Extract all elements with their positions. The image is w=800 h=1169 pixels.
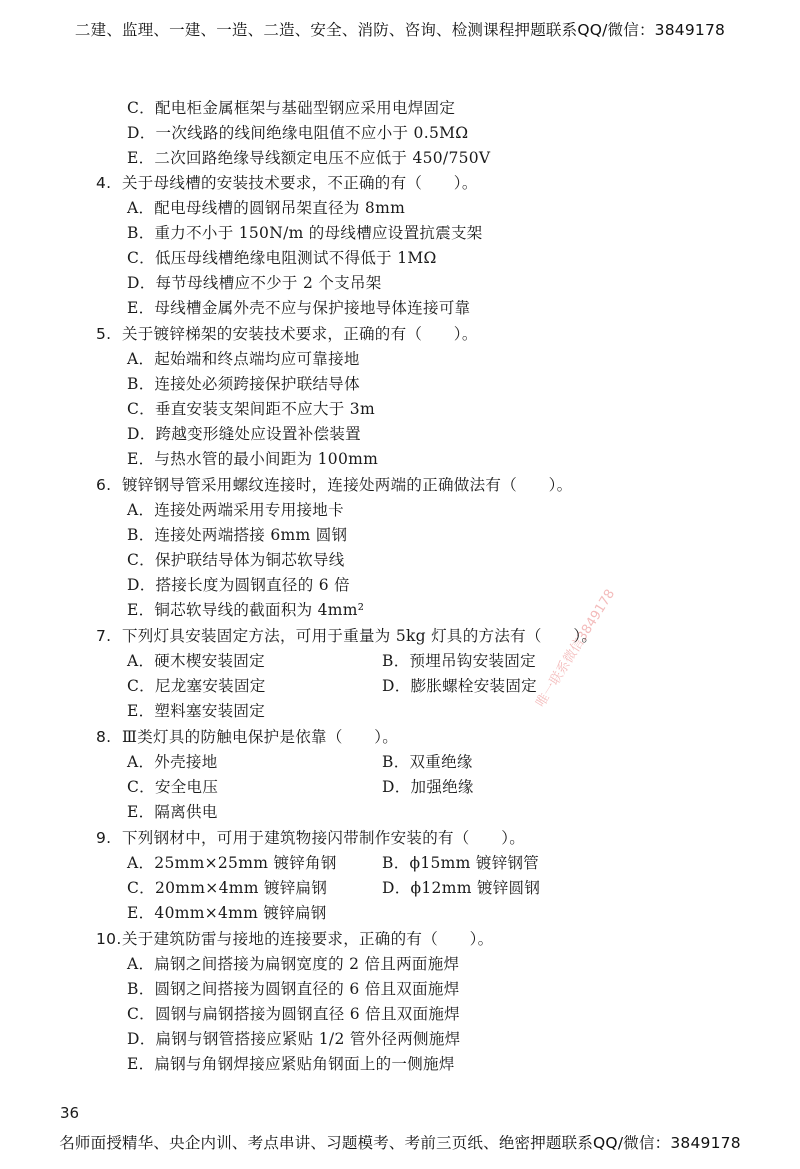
q4-option-b: B．重力不小于 150N/m 的母线槽应设置抗震支架: [127, 224, 483, 242]
q5-option-a: A．起始端和终点端均应可靠接地: [127, 350, 360, 368]
question-6-stem: [0, 473, 800, 498]
q6-option-e: E．铜芯软导线的截面积为 4mm²: [127, 601, 365, 619]
q9-option-d: D．ϕ12mm 镀锌圆钢: [382, 879, 541, 897]
q4-option-e: E．母线槽金属外壳不应与保护接地导体连接可靠: [127, 299, 471, 317]
q5-option-e: E．与热水管的最小间距为 100mm: [127, 450, 379, 468]
question-4-stem: [0, 171, 800, 196]
q10-option-c: C．圆钢与扁钢搭接为圆钢直径 6 倍且双面施焊: [127, 1005, 460, 1023]
q7-option-e: E．塑料塞安装固定: [127, 702, 266, 720]
question-text: 镀锌钢导管采用螺纹连接时，连接处两端的正确做法有（ ）。: [122, 476, 573, 494]
question-number: 10.: [96, 930, 122, 948]
q7-option-d: D．膨胀螺栓安装固定: [382, 677, 537, 695]
question-7-stem: [0, 624, 800, 649]
question-number: 6.: [96, 476, 112, 494]
q4-option-d: D．每节母线槽应不少于 2 个支吊架: [127, 274, 382, 292]
q3-option-c: C．配电柜金属框架与基础型钢应采用电焊固定: [127, 99, 456, 117]
q5-option-b: B．连接处必须跨接保护联结导体: [127, 375, 360, 393]
question-10-stem: [0, 927, 800, 952]
question-number: 5.: [96, 325, 112, 343]
question-text: 下列灯具安装固定方法，可用于重量为 5kg 灯具的方法有（ ）。: [122, 627, 598, 645]
footer-banner: 名师面授精华、央企内训、考点串讲、习题模考、考前三页纸、绝密押题联系QQ/微信：3849178: [59, 1134, 741, 1152]
q7-option-a: A．硬木楔安装固定: [127, 652, 265, 670]
q9-option-e: E．40mm×4mm 镀锌扁钢: [127, 904, 327, 922]
question-text: 关于建筑防雷与接地的连接要求，正确的有（ ）。: [122, 930, 494, 948]
q10-option-b: B．圆钢之间搭接为圆钢直径的 6 倍且双面施焊: [127, 980, 460, 998]
q8-option-d: D．加强绝缘: [382, 778, 474, 796]
question-text: 关于镀锌梯架的安装技术要求，正确的有（ ）。: [122, 325, 478, 343]
q7-option-b: B．预埋吊钩安装固定: [382, 652, 536, 670]
q9-option-b: B．ϕ15mm 镀锌钢管: [382, 854, 540, 872]
q6-option-d: D．搭接长度为圆钢直径的 6 倍: [127, 576, 350, 594]
header-banner: 二建、监理、一建、一造、二造、安全、消防、咨询、检测课程押题联系QQ/微信：3849178: [74, 21, 726, 39]
question-number: 7.: [96, 627, 112, 645]
q8-option-b: B．双重绝缘: [382, 753, 473, 771]
question-text: 关于母线槽的安装技术要求，不正确的有（ ）。: [122, 174, 478, 192]
q5-option-d: D．跨越变形缝处应设置补偿装置: [127, 425, 361, 443]
q6-option-c: C．保护联结导体为铜芯软导线: [127, 551, 345, 569]
q10-option-a: A．扁钢之间搭接为扁钢宽度的 2 倍且两面施焊: [127, 955, 460, 973]
q9-option-a: A．25mm×25mm 镀锌角钢: [127, 854, 337, 872]
question-8-stem: [0, 725, 800, 750]
question-5-stem: [0, 322, 800, 347]
watermark-stamp: 唯一联系微信3849178: [533, 586, 619, 711]
q6-option-a: A．连接处两端采用专用接地卡: [127, 501, 344, 519]
q10-option-d: D．扁钢与钢管搭接应紧贴 1/2 管外径两侧施焊: [127, 1030, 461, 1048]
q4-option-a: A．配电母线槽的圆钢吊架直径为 8mm: [127, 199, 406, 217]
q8-option-c: C．安全电压: [127, 778, 219, 796]
q7-option-c: C．尼龙塞安装固定: [127, 677, 266, 695]
q8-option-a: A．外壳接地: [127, 753, 218, 771]
q5-option-c: C．垂直安装支架间距不应大于 3m: [127, 400, 375, 418]
q4-option-c: C．低压母线槽绝缘电阻测试不得低于 1MΩ: [127, 249, 437, 267]
question-9-stem: [0, 826, 800, 851]
q8-option-e: E．隔离供电: [127, 803, 218, 821]
question-number: 4.: [96, 174, 112, 192]
question-text: 下列钢材中，可用于建筑物接闪带制作安装的有（ ）。: [122, 829, 526, 847]
q9-option-c: C．20mm×4mm 镀锌扁钢: [127, 879, 328, 897]
question-text: Ⅲ类灯具的防触电保护是依靠（ ）。: [122, 728, 399, 746]
q3-option-d: D．一次线路的线间绝缘电阻值不应小于 0.5MΩ: [127, 124, 469, 142]
q6-option-b: B．连接处两端搭接 6mm 圆钢: [127, 526, 348, 544]
q3-option-e: E．二次回路绝缘导线额定电压不应低于 450/750V: [127, 149, 491, 167]
question-number: 8.: [96, 728, 112, 746]
q10-option-e: E．扁钢与角钢焊接应紧贴角钢面上的一侧施焊: [127, 1055, 455, 1073]
page-number: 36: [60, 1104, 80, 1122]
question-number: 9.: [96, 829, 112, 847]
